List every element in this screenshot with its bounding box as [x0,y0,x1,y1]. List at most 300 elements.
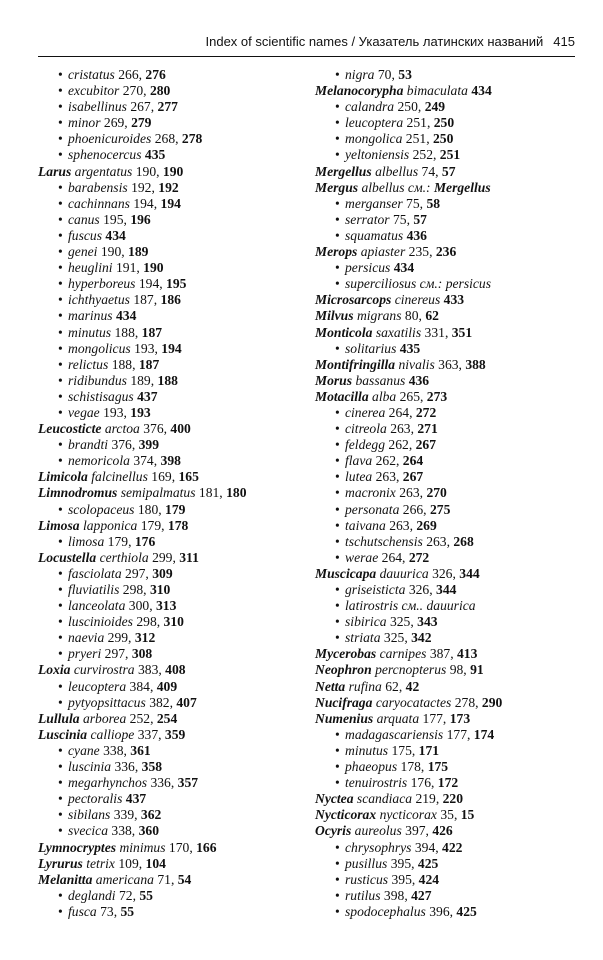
header-title: Index of scientific names / Указатель латинских названий [205,34,544,49]
page-ref-bold: 400 [170,421,191,437]
page-ref: 187 [133,292,154,308]
species-epithet: genei [68,244,98,260]
page-ref-bold: 275 [429,501,451,517]
species-epithet: fluviatilis [68,582,120,597]
page-ref-bold: 310 [163,614,184,630]
page-ref-bold: 362 [140,807,162,823]
index-entry: Luscinia calliope 337, 359 [38,726,186,742]
index-subentry: • nemoricola 374, 398 [58,453,181,469]
index-entry: Lymnocryptes minimus 170, 166 [38,839,217,855]
index-entry: Larus argentatus 190, 190 [38,163,184,179]
page-ref: 180 [137,501,159,517]
species-epithet: tetrix [86,855,115,871]
index-subentry: • barabensis 192, 192 [58,179,179,195]
page-ref-bold: 194 [160,195,181,211]
page-ref: 251 [405,131,427,147]
species-epithet: macronix [345,485,396,501]
species-epithet: percnopterus [375,662,447,678]
index-subentry: • leucoptera 251, 250 [335,115,455,131]
index-entry: Motacilla alba 265, 273 [315,388,448,404]
page-ref-bold: 358 [141,759,163,775]
page-ref: 338 [111,823,132,839]
page-ref-bold: 58 [426,195,441,211]
page-ref: 176 [410,775,431,791]
index-subentry: • tenuirostris 176, 172 [335,775,459,791]
species-epithet: migrans [356,308,402,324]
page-ref: 263 [390,421,411,437]
bullet-icon: • [58,308,63,324]
bullet-icon: • [335,437,340,453]
bullet-icon: • [335,533,340,549]
genus-name: Netta [315,678,346,694]
genus-name: Lyrurus [38,855,83,871]
bullet-icon: • [58,404,63,420]
page-ref: 325 [383,630,405,646]
page-ref: 376 [143,421,164,437]
bullet-icon: • [58,83,63,99]
species-epithet: superciliosus [345,276,417,292]
page-ref-bold: 280 [149,83,171,99]
cross-reference-genus: Mergellus [433,179,491,195]
genus-name: Nyctea [315,791,354,807]
index-subentry: • rusticus 395, 424 [335,871,440,887]
species-epithet: albellus [375,163,419,179]
bullet-icon: • [335,276,340,292]
index-subentry: • citreola 263, 271 [335,421,438,437]
index-subentry: • serrator 75, 57 [335,211,427,227]
bullet-icon: • [335,517,340,533]
page-ref-bold: 424 [418,871,440,887]
species-epithet: apiaster [360,244,406,260]
bullet-icon: • [58,356,63,372]
bullet-icon: • [58,211,63,227]
species-epithet: minutus [345,742,389,758]
page-ref: 297 [125,565,146,581]
page-ref: 181 [198,485,220,501]
index-subentry: • minutus 175, 171 [335,742,440,758]
page-ref-bold: 57 [413,211,427,227]
page-ref-bold: 434 [115,308,137,324]
index-subentry [38,308,288,324]
species-epithet: svecica [68,823,108,839]
page-ref: 74 [421,163,436,179]
species-epithet: lutea [345,469,373,485]
species-epithet: excubitor [68,83,120,99]
genus-name: Mergus [315,179,359,195]
species-epithet: cyane [68,742,100,758]
bullet-icon: • [335,549,340,565]
page-ref: 177 [422,710,443,726]
genus-name: Muscicapa [315,565,377,581]
page-ref-bold: 186 [160,292,181,308]
page-ref: 175 [391,742,412,758]
page-ref-bold: 175 [427,759,449,775]
page-ref-bold: 433 [443,292,465,308]
genus-name: Melanocorypha [315,83,404,99]
species-epithet: arctoa [104,421,140,437]
page-ref: 266 [402,501,424,517]
page-ref-bold: 308 [131,646,153,662]
bullet-icon: • [58,244,63,260]
page-ref-bold: 425 [456,903,477,919]
page-ref-bold: 359 [164,726,186,742]
page-ref-bold: 357 [177,775,199,791]
page-ref-bold: 250 [432,131,454,147]
page-ref: 252 [412,147,433,163]
species-epithet: nigra [345,67,375,82]
genus-name: Lullula [38,710,80,726]
index-entry: Melanitta americana 71, 54 [38,871,192,887]
bullet-icon: • [335,501,340,517]
index-subentry: • luscinia 336, 358 [58,759,163,775]
page-ref: 169 [151,469,172,485]
bullet-icon: • [335,115,340,131]
cross-reference-epithet: persicus [445,276,492,292]
page-ref-bold: 251 [439,147,461,163]
index-subentry: • deglandi 72, 55 [58,887,153,903]
page-ref-bold: 434 [393,260,415,276]
index-subentry: • cinerea 264, 272 [335,404,437,420]
page-ref-bold: 62 [425,308,439,324]
genus-name: Lymnocryptes [38,839,117,855]
species-epithet: bassanus [355,372,406,388]
page-ref-bold: 176 [134,533,156,549]
page-ref-bold: 220 [442,791,464,807]
index-subentry: • cachinnans 194, 194 [58,195,181,211]
page-ref-bold: 250 [433,115,455,131]
index-entry: Lullula arborea 252, 254 [38,710,178,726]
index-subentry: • mongolicus 193, 194 [58,340,182,356]
species-epithet: spodocephalus [345,903,426,919]
page-ref: 109 [118,855,139,871]
page-ref: 383 [137,662,159,678]
page-ref: 326 [408,582,430,597]
page-ref: 264 [381,549,403,565]
page-ref-bold: 277 [157,99,178,115]
genus-name: Locustella [38,549,97,565]
page-ref: 263 [375,469,396,485]
genus-name: Morus [315,372,353,388]
index-subentry: • brandti 376, 399 [58,437,160,453]
genus-name: Nycticorax [315,807,377,823]
index-subentry: • pryeri 297, 308 [58,646,153,662]
page-ref: 178 [400,759,421,775]
page-ref-bold: 434 [471,83,492,99]
page-ref: 188 [111,356,133,372]
species-epithet: alba [372,388,397,404]
index-subentry: • svecica 338, 360 [58,823,159,839]
page-ref-bold: 54 [177,871,192,887]
bullet-icon: • [335,404,340,420]
page-ref: 262 [375,453,396,469]
bullet-icon: • [58,453,63,469]
index-subentry: • griseisticta 326, 344 [335,582,457,597]
page-ref: 73 [100,903,114,919]
index-entry: Numenius arquata 177, 173 [315,710,471,726]
index-entry: Leucosticte arctoa 376, 400 [38,421,191,437]
genus-name: Mycerobas [315,646,377,662]
species-epithet: flava [345,453,373,469]
page-ref-bold: 192 [158,179,179,195]
bullet-icon: • [58,582,63,597]
species-epithet: fasciolata [68,565,122,581]
page-ref: 35 [440,807,454,823]
page-ref: 195 [103,211,124,227]
page-ref: 70 [377,67,392,82]
cross-reference-note: см.: [407,179,431,195]
bullet-icon: • [58,372,63,388]
bullet-icon: • [58,388,63,404]
index-entry [315,180,565,196]
genus-name: Montifringilla [315,356,396,372]
page-ref: 263 [426,533,447,549]
species-epithet: taivana [345,517,386,533]
page-ref-bold: 268 [453,533,474,549]
page-ref: 299 [152,549,173,565]
page-ref-bold: 195 [166,276,187,292]
page-ref: 193 [103,404,124,420]
species-epithet: feldegg [345,437,386,453]
index-entry: Mergellus albellus 74, 57 [315,163,456,179]
index-subentry: • feldegg 262, 267 [335,437,436,453]
bullet-icon: • [58,340,63,356]
species-epithet: scandiaca [356,791,413,807]
page-ref: 395 [390,855,412,871]
species-epithet: cinerea [345,404,386,420]
page-ref-bold: 165 [178,469,199,485]
species-epithet: rusticus [345,871,389,887]
species-epithet: minutus [68,324,112,340]
index-subentry: • striata 325, 342 [335,630,432,646]
page-ref: 219 [415,791,436,807]
bullet-icon: • [335,260,340,276]
index-entry [315,292,565,308]
index-subentry: • cristatus 266, 276 [58,67,166,82]
bullet-icon: • [58,791,63,807]
page-ref-bold: 426 [432,823,453,839]
species-epithet: relictus [68,356,109,372]
index-subentry: • megarhynchos 336, 357 [58,775,199,791]
index-entry [315,373,565,389]
page-ref: 75 [406,195,420,211]
species-epithet: cinereus [394,292,441,308]
species-epithet: nemoricola [68,453,130,469]
page-ref: 251 [406,115,427,131]
genus-name: Melanitta [38,871,93,887]
page-ref: 72 [118,887,133,903]
species-epithet: phoenicuroides [68,131,152,147]
page-ref-bold: 249 [424,99,446,115]
page-ref: 374 [133,453,154,469]
index-subentry: • macronix 263, 270 [335,485,447,501]
species-epithet: griseisticta [345,582,406,597]
species-epithet: canus [68,211,100,227]
index-subentry: • limosa 179, 176 [58,533,156,549]
index-subentry [315,341,565,357]
page-ref-bold: 254 [156,710,178,726]
species-epithet: minor [68,115,101,131]
bullet-icon: • [58,565,63,581]
species-epithet: semipalmatus [120,485,196,501]
page-ref: 265 [399,388,420,404]
index-entry: Nucifraga caryocatactes 278, 290 [315,694,503,710]
genus-name: Limnodromus [38,485,118,501]
page-ref-bold: 173 [449,710,471,726]
genus-name: Limosa [38,517,80,533]
page-ref-bold: 360 [138,823,159,839]
index-subentry: • tschutschensis 263, 268 [335,533,474,549]
page-ref: 395 [391,871,412,887]
bullet-icon: • [335,582,340,597]
index-column-right [315,67,565,920]
bullet-icon: • [58,292,63,308]
index-subentry: • isabellinus 267, 277 [58,99,178,115]
page-ref-bold: 435 [399,340,421,356]
index-subentry: • minutus 188, 187 [58,324,163,340]
bullet-icon: • [58,775,63,791]
bullet-icon: • [335,871,340,887]
species-epithet: pectoralis [68,791,123,807]
index-subentry: • nigra 70, 53 [335,67,412,82]
species-epithet: leucoptera [68,678,127,694]
page-ref: 194 [133,195,154,211]
index-subentry: • fusca 73, 55 [58,903,135,919]
page-ref-bold: 166 [196,839,217,855]
bullet-icon: • [335,340,340,356]
bullet-icon: • [58,437,63,453]
species-epithet: lanceolata [68,598,126,614]
index-subentry [315,260,565,276]
page-ref-bold: 53 [398,67,412,82]
page-ref-bold: 236 [435,244,457,260]
page-ref: 270 [122,83,144,99]
page-ref-bold: 190 [143,260,164,276]
page-ref: 325 [389,614,411,630]
species-epithet: caryocatactes [375,694,452,710]
index-entry [315,83,565,99]
page-ref-bold: 178 [167,517,189,533]
index-subentry: • heuglini 191, 190 [58,260,164,276]
bullet-icon: • [335,775,340,791]
page-ref: 190 [135,163,157,179]
page-ref: 75 [392,211,407,227]
page-ref-bold: 413 [457,646,478,662]
page-ref: 298 [122,582,144,597]
page-ref-bold: 313 [155,598,177,614]
page-ref: 394 [414,839,436,855]
species-epithet: ichthyaetus [68,292,130,308]
page-ref: 194 [138,276,160,292]
page-ref-bold: 55 [120,903,135,919]
species-epithet: fuscus [68,227,102,243]
page-ref: 337 [137,726,159,742]
species-epithet: personata [345,501,400,517]
species-epithet: americana [95,871,154,887]
species-epithet: sibilans [68,807,111,823]
page-ref-bold: 189 [128,244,149,260]
index-entry: Merops apiaster 235, 236 [315,244,457,260]
index-subentry: • phaeopus 178, 175 [335,759,449,775]
species-epithet: arquata [376,710,420,726]
bullet-icon: • [335,839,340,855]
genus-name: Merops [315,244,358,260]
species-epithet: madagascariensis [345,726,444,742]
genus-name: Neophron [315,662,372,678]
page-ref-bold: 194 [161,340,182,356]
bullet-icon: • [58,67,63,82]
page-ref: 80 [404,308,419,324]
species-epithet: schistisagus [68,388,134,404]
bullet-icon: • [58,807,63,823]
page-ref-bold: 342 [411,630,432,646]
page-ref: 252 [129,710,151,726]
page-ref: 396 [429,903,450,919]
page-ref-bold: 309 [152,565,173,581]
bullet-icon: • [58,115,63,131]
page-ref-bold: 267 [402,469,424,485]
index-entry: Netta rufina 62, 42 [315,678,420,694]
species-epithet: certhiola [99,549,149,565]
page-ref: 193 [134,340,155,356]
index-subentry: • hyperboreus 194, 195 [58,276,187,292]
bullet-icon: • [335,742,340,758]
index-entry: Montifringilla nivalis 363, 388 [315,356,486,372]
page-number: 415 [553,34,575,49]
species-epithet: carnipes [379,646,427,662]
page-ref-bold: 270 [426,485,447,501]
species-epithet: nycticorax [379,807,437,823]
bullet-icon: • [58,823,63,839]
page-ref: 326 [432,565,453,581]
page-ref-bold: 427 [411,887,432,903]
page-ref-bold: 310 [149,582,171,597]
page-ref-bold: 409 [156,678,178,694]
species-epithet: fusca [68,903,97,919]
species-epithet: striata [345,630,381,646]
species-epithet: brandti [68,437,109,453]
species-epithet: barabensis [68,179,128,195]
bullet-icon: • [58,501,63,517]
header-rule [38,56,575,57]
species-epithet: sphenocercus [68,147,142,163]
bullet-icon: • [58,276,63,292]
page-ref-bold: 398 [160,453,181,469]
species-epithet: merganser [345,195,403,211]
bullet-icon: • [58,903,63,919]
species-epithet: werae [345,549,379,565]
index-subentry: • phoenicuroides 268, 278 [58,131,203,147]
species-epithet: solitarius [345,340,397,356]
species-epithet: calandra [345,99,395,115]
bullet-icon: • [58,759,63,775]
species-epithet: mongolica [345,131,403,147]
page-ref: 387 [429,646,451,662]
bullet-icon: • [58,533,63,549]
index-subentry: • cyane 338, 361 [58,742,151,758]
species-epithet: deglandi [68,887,116,903]
page-ref-bold: 272 [415,404,437,420]
page-ref: 278 [454,694,476,710]
genus-name: Milvus [315,308,354,324]
index-subentry: • excubitor 270, 280 [58,83,171,99]
page-ref: 336 [114,759,135,775]
bullet-icon: • [58,614,63,630]
genus-name: Monticola [315,324,373,340]
index-entry: Limosa lapponica 179, 178 [38,517,189,533]
species-epithet: ridibundus [68,372,127,388]
index-entry: Neophron percnopterus 98, 91 [315,662,484,678]
page-ref-bold: 264 [402,453,424,469]
